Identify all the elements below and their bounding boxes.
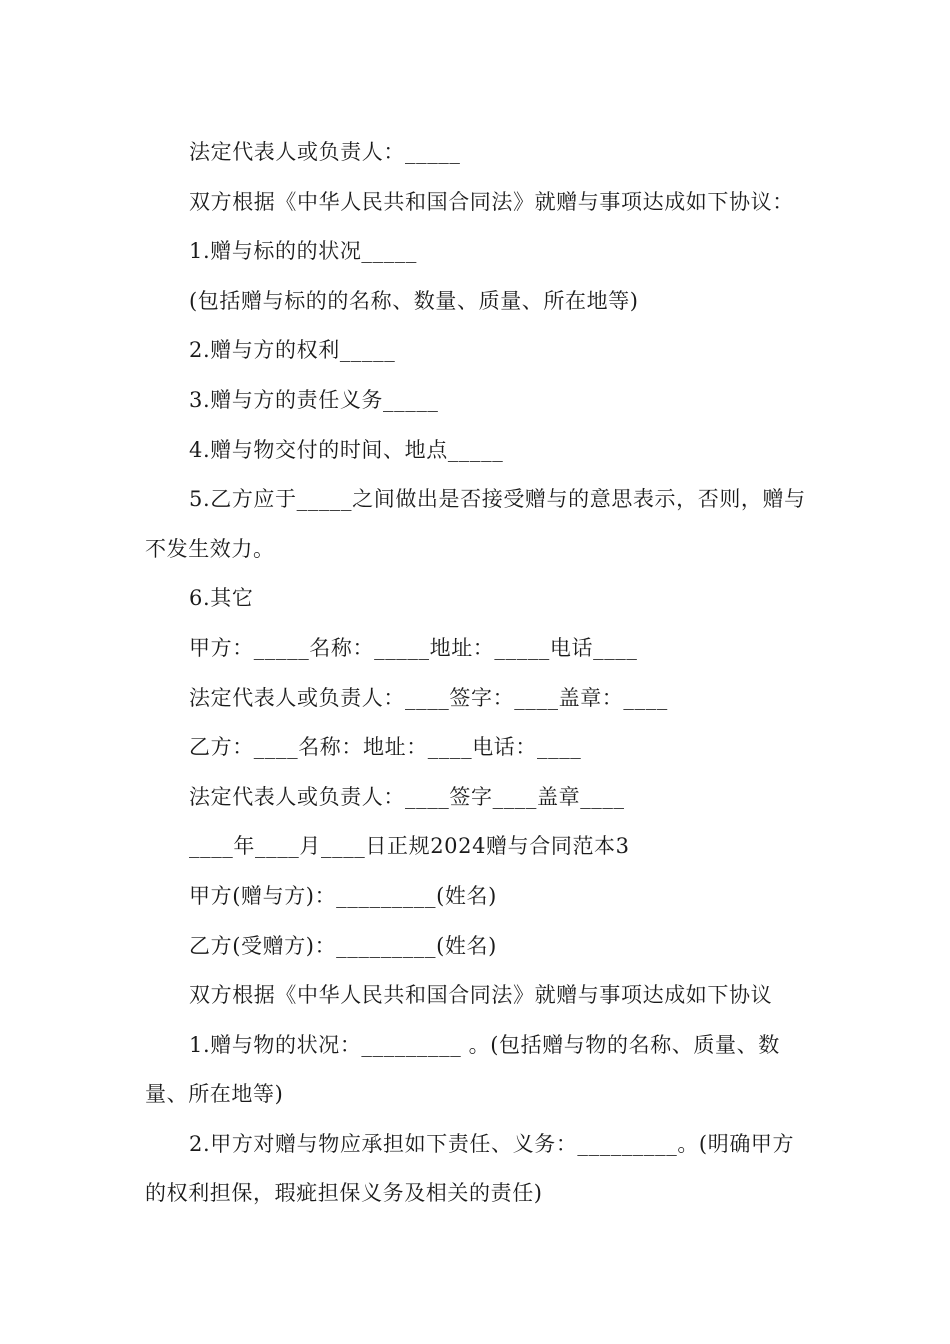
agreement-intro-2: 双方根据《中华人民共和国合同法》就赠与事项达成如下协议 (189, 983, 773, 1008)
clause-4-delivery: 4.赠与物交付的时间、地点_____ (189, 437, 504, 462)
clause-5-acceptance: 5.乙方应于_____之间做出是否接受赠与的意思表示，否则，赠与不发生效力。 (145, 487, 806, 561)
clause-2-party-a-duties: 2.甲方对赠与物应承担如下责任、义务：_________。(明确甲方的权利担保，瑕疵担保义务及相关的责任) (145, 1131, 795, 1206)
party-b-legal-rep: 法定代表人或负责人：____签字____盖章____ (189, 784, 625, 809)
party-a-info: 甲方：_____名称：_____地址：_____电话____ (189, 635, 638, 660)
clause-1-gift-subject: 1.赠与标的的状况_____ (189, 239, 417, 264)
clause-3-donor-duties: 3.赠与方的责任义务_____ (189, 387, 439, 412)
date-and-title-3: ____年____月____日正规2024赠与合同范本3 (189, 834, 630, 859)
party-a-legal-rep: 法定代表人或负责人：____签字：____盖章：____ (189, 685, 668, 710)
clause-1-note: (包括赠与标的的名称、数量、质量、所在地等) (189, 288, 639, 313)
legal-rep-line-1: 法定代表人或负责人：_____ (189, 140, 461, 164)
clause-2-donor-rights: 2.赠与方的权利_____ (189, 338, 396, 363)
party-a-donor: 甲方(赠与方)：_________(姓名) (189, 883, 497, 908)
party-b-donee: 乙方(受赠方)：_________(姓名) (189, 933, 497, 958)
party-b-info: 乙方：____名称：地址：____电话：____ (189, 735, 582, 760)
clause-1-gift-condition: 1.赠与物的状况：_________ 。(包括赠与物的名称、质量、数量、所在地等) (145, 1032, 780, 1107)
clause-6-other: 6.其它 (189, 586, 254, 611)
agreement-intro-1: 双方根据《中华人民共和国合同法》就赠与事项达成如下协议： (189, 189, 794, 214)
